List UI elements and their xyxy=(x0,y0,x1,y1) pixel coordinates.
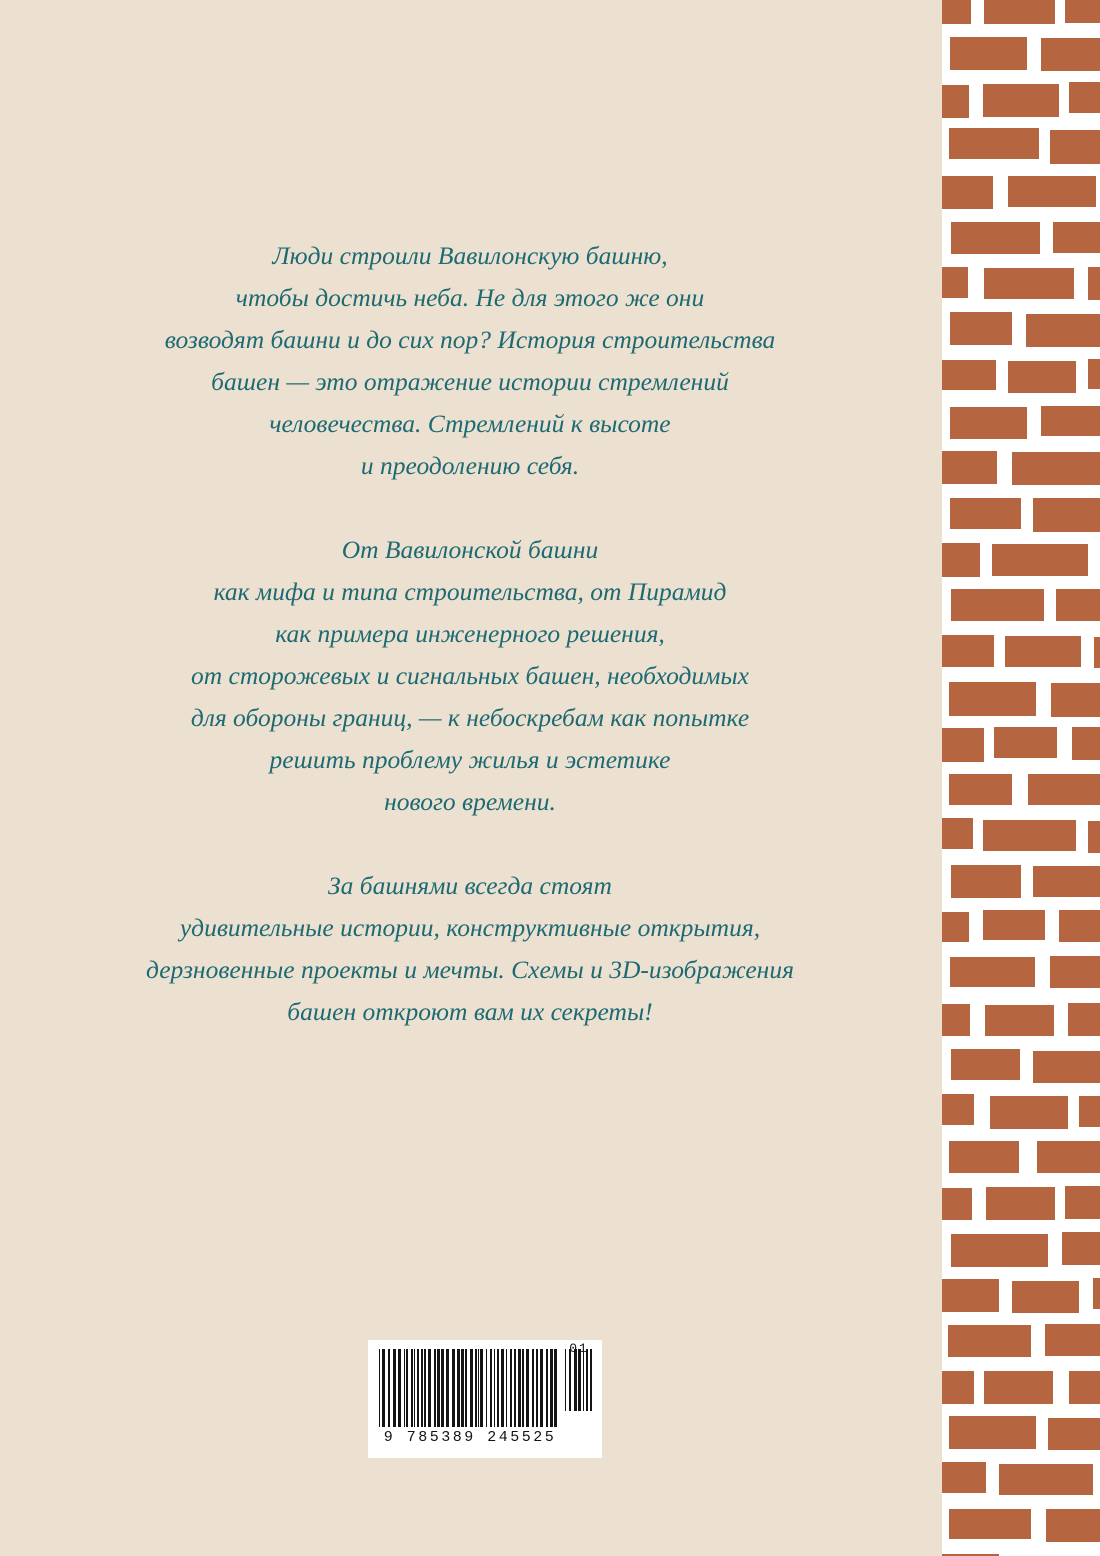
blurb-line: За башнями всегда стоят xyxy=(328,871,612,900)
barcode-bar xyxy=(546,1349,548,1427)
brick xyxy=(942,543,980,577)
brick xyxy=(1069,82,1100,113)
barcode-addon-number: 01 xyxy=(569,1341,589,1356)
brick xyxy=(942,360,996,390)
barcode-bar xyxy=(501,1349,504,1427)
barcode-bar xyxy=(470,1349,473,1427)
barcode-bar xyxy=(441,1349,444,1427)
brick xyxy=(1041,38,1100,71)
brick xyxy=(1046,1509,1100,1542)
barcode-bar xyxy=(532,1349,534,1427)
brick xyxy=(994,727,1057,758)
barcode-addon-bar xyxy=(569,1349,571,1411)
brick xyxy=(942,1004,970,1036)
barcode-bar xyxy=(490,1349,492,1427)
barcode-bar xyxy=(382,1349,385,1427)
brick xyxy=(1033,498,1100,532)
brick xyxy=(1065,1186,1100,1219)
brick xyxy=(942,1094,974,1125)
brick xyxy=(942,1279,999,1312)
brick xyxy=(984,0,1055,24)
blurb-line: человечества. Стремлений к высоте xyxy=(269,409,671,438)
brick xyxy=(951,865,1021,898)
barcode-bar xyxy=(506,1349,507,1427)
barcode-bar xyxy=(437,1349,440,1427)
brick xyxy=(1028,774,1100,805)
brick xyxy=(984,268,1074,299)
barcode-number: 9 785389 245525 xyxy=(383,1429,557,1446)
brick xyxy=(942,85,969,118)
brick xyxy=(950,407,1027,439)
brick xyxy=(951,1234,1048,1267)
blurb-paragraph-3 xyxy=(70,865,870,1033)
barcode-bar xyxy=(457,1349,460,1427)
blurb-line: как мифа и типа строительства, от Пирамид xyxy=(213,577,727,606)
blurb-line: От Вавилонской башни xyxy=(341,535,599,564)
blurb-paragraph-1 xyxy=(70,235,870,487)
barcode-bar xyxy=(550,1349,553,1427)
brick xyxy=(1068,1003,1100,1036)
barcode-bar xyxy=(428,1349,431,1427)
barcode-bar xyxy=(404,1349,405,1427)
blurb-line: как примера инженерного решения, xyxy=(275,619,665,648)
barcode-bar xyxy=(393,1349,396,1427)
barcode-bar xyxy=(554,1349,557,1427)
barcode-bar xyxy=(414,1349,415,1427)
brick xyxy=(949,1416,1036,1449)
brick xyxy=(951,1049,1020,1080)
blurb-line: башен откроют вам их секреты! xyxy=(287,997,653,1026)
barcode-addon-bars xyxy=(565,1349,593,1411)
brick xyxy=(985,1005,1054,1036)
brick xyxy=(1056,589,1100,621)
barcode-bar xyxy=(526,1349,529,1427)
barcode-bar xyxy=(421,1349,423,1427)
brick xyxy=(950,957,1035,987)
barcode-bar xyxy=(388,1349,390,1427)
brick xyxy=(1065,0,1100,23)
brick xyxy=(983,820,1076,851)
barcode-bar xyxy=(417,1349,419,1427)
brick xyxy=(1041,406,1100,436)
blurb-line: удивительные истории, конструктивные открытия, xyxy=(179,913,761,942)
brick xyxy=(1048,1418,1100,1450)
brick xyxy=(1033,866,1100,897)
blurb-line: Люди строили Вавилонскую башню, xyxy=(272,241,668,270)
barcode-addon-bar xyxy=(586,1349,588,1411)
brick xyxy=(1045,1324,1100,1356)
brick xyxy=(942,267,968,298)
barcode-bar xyxy=(475,1349,477,1427)
brick xyxy=(1094,637,1100,668)
barcode-bar xyxy=(518,1349,521,1427)
barcode-addon-bar xyxy=(590,1349,592,1411)
barcode-bar xyxy=(465,1349,467,1427)
barcode-bar xyxy=(540,1349,543,1427)
barcode-bar xyxy=(411,1349,413,1427)
barcode-bar xyxy=(379,1349,380,1427)
brick-pattern-strip xyxy=(942,0,1100,1556)
blurb-line: возводят башни и до сих пор? История строительства xyxy=(164,325,776,354)
brick xyxy=(942,818,973,849)
brick xyxy=(984,1371,1053,1404)
brick xyxy=(949,128,1039,159)
brick xyxy=(999,1464,1093,1495)
brick xyxy=(942,1462,986,1493)
blurb-line: дерзновенные проекты и мечты. Схемы и 3D-изображения xyxy=(146,955,794,984)
blurb-line: и преодолению себя. xyxy=(360,451,580,480)
barcode-bar xyxy=(514,1349,516,1427)
brick xyxy=(990,1096,1068,1129)
barcode-bar xyxy=(406,1349,408,1427)
barcode-addon-bar xyxy=(583,1349,584,1411)
brick xyxy=(986,1187,1055,1220)
barcode-bar xyxy=(510,1349,512,1427)
brick xyxy=(1088,359,1100,389)
brick xyxy=(1088,821,1100,853)
brick xyxy=(951,222,1040,254)
brick xyxy=(949,1509,1031,1539)
brick xyxy=(1051,683,1100,717)
barcode-addon-bar xyxy=(574,1349,577,1411)
blurb-text-block xyxy=(70,235,870,1033)
barcode-bar xyxy=(497,1349,499,1427)
blurb-paragraph-2 xyxy=(70,529,870,823)
barcode-addon-bar xyxy=(578,1349,581,1411)
brick xyxy=(1053,222,1100,253)
brick xyxy=(1062,1232,1100,1265)
barcode-bar xyxy=(446,1349,449,1427)
barcode-bar xyxy=(478,1349,479,1427)
barcode-bar xyxy=(536,1349,538,1427)
brick xyxy=(950,37,1027,70)
brick xyxy=(1005,636,1081,667)
blurb-line: для обороны границ, — к небоскребам как попытке xyxy=(190,703,750,732)
brick xyxy=(951,589,1044,621)
barcode-addon-bar xyxy=(565,1349,566,1411)
barcode-bar xyxy=(452,1349,455,1427)
brick xyxy=(1012,1281,1079,1313)
brick xyxy=(942,728,984,762)
brick xyxy=(942,451,997,484)
blurb-line: нового времени. xyxy=(384,787,556,816)
brick xyxy=(1079,1096,1100,1127)
blurb-line: чтобы достичь неба. Не для этого же они xyxy=(235,283,705,312)
brick xyxy=(942,912,969,942)
blurb-line: решить проблему жилья и эстетике xyxy=(269,745,671,774)
brick xyxy=(948,1325,1031,1357)
brick xyxy=(942,1188,972,1220)
blurb-line: башен — это отражение истории стремлений xyxy=(211,367,729,396)
barcode-bar xyxy=(494,1349,495,1427)
brick xyxy=(942,176,993,209)
brick xyxy=(983,84,1059,117)
barcode-bar xyxy=(424,1349,426,1427)
brick xyxy=(1093,1278,1100,1309)
brick xyxy=(1012,452,1100,485)
brick xyxy=(1008,176,1096,207)
barcode-bar xyxy=(398,1349,401,1427)
brick xyxy=(950,498,1021,529)
brick xyxy=(1026,314,1100,347)
brick xyxy=(1050,956,1100,988)
barcode-bar xyxy=(486,1349,487,1427)
brick xyxy=(983,910,1045,940)
brick xyxy=(1008,361,1076,393)
brick xyxy=(1059,910,1100,942)
brick xyxy=(942,0,971,24)
blurb-line: от сторожевых и сигнальных башен, необходимых xyxy=(190,661,749,690)
barcode-bar xyxy=(480,1349,483,1427)
barcode-bar xyxy=(522,1349,524,1427)
brick xyxy=(1050,130,1100,164)
brick xyxy=(1033,1051,1100,1083)
brick xyxy=(1088,267,1100,300)
brick xyxy=(1069,1371,1100,1404)
barcode-bar xyxy=(434,1349,436,1427)
brick xyxy=(950,312,1012,345)
brick xyxy=(1072,727,1100,760)
brick xyxy=(942,635,994,667)
brick xyxy=(949,774,1012,805)
brick xyxy=(949,1141,1019,1173)
brick xyxy=(949,682,1036,716)
barcode xyxy=(368,1340,602,1458)
barcode-bar xyxy=(461,1349,464,1427)
barcode-bars xyxy=(379,1349,559,1427)
brick xyxy=(1037,1141,1100,1173)
brick xyxy=(942,1371,974,1404)
brick xyxy=(992,544,1088,576)
